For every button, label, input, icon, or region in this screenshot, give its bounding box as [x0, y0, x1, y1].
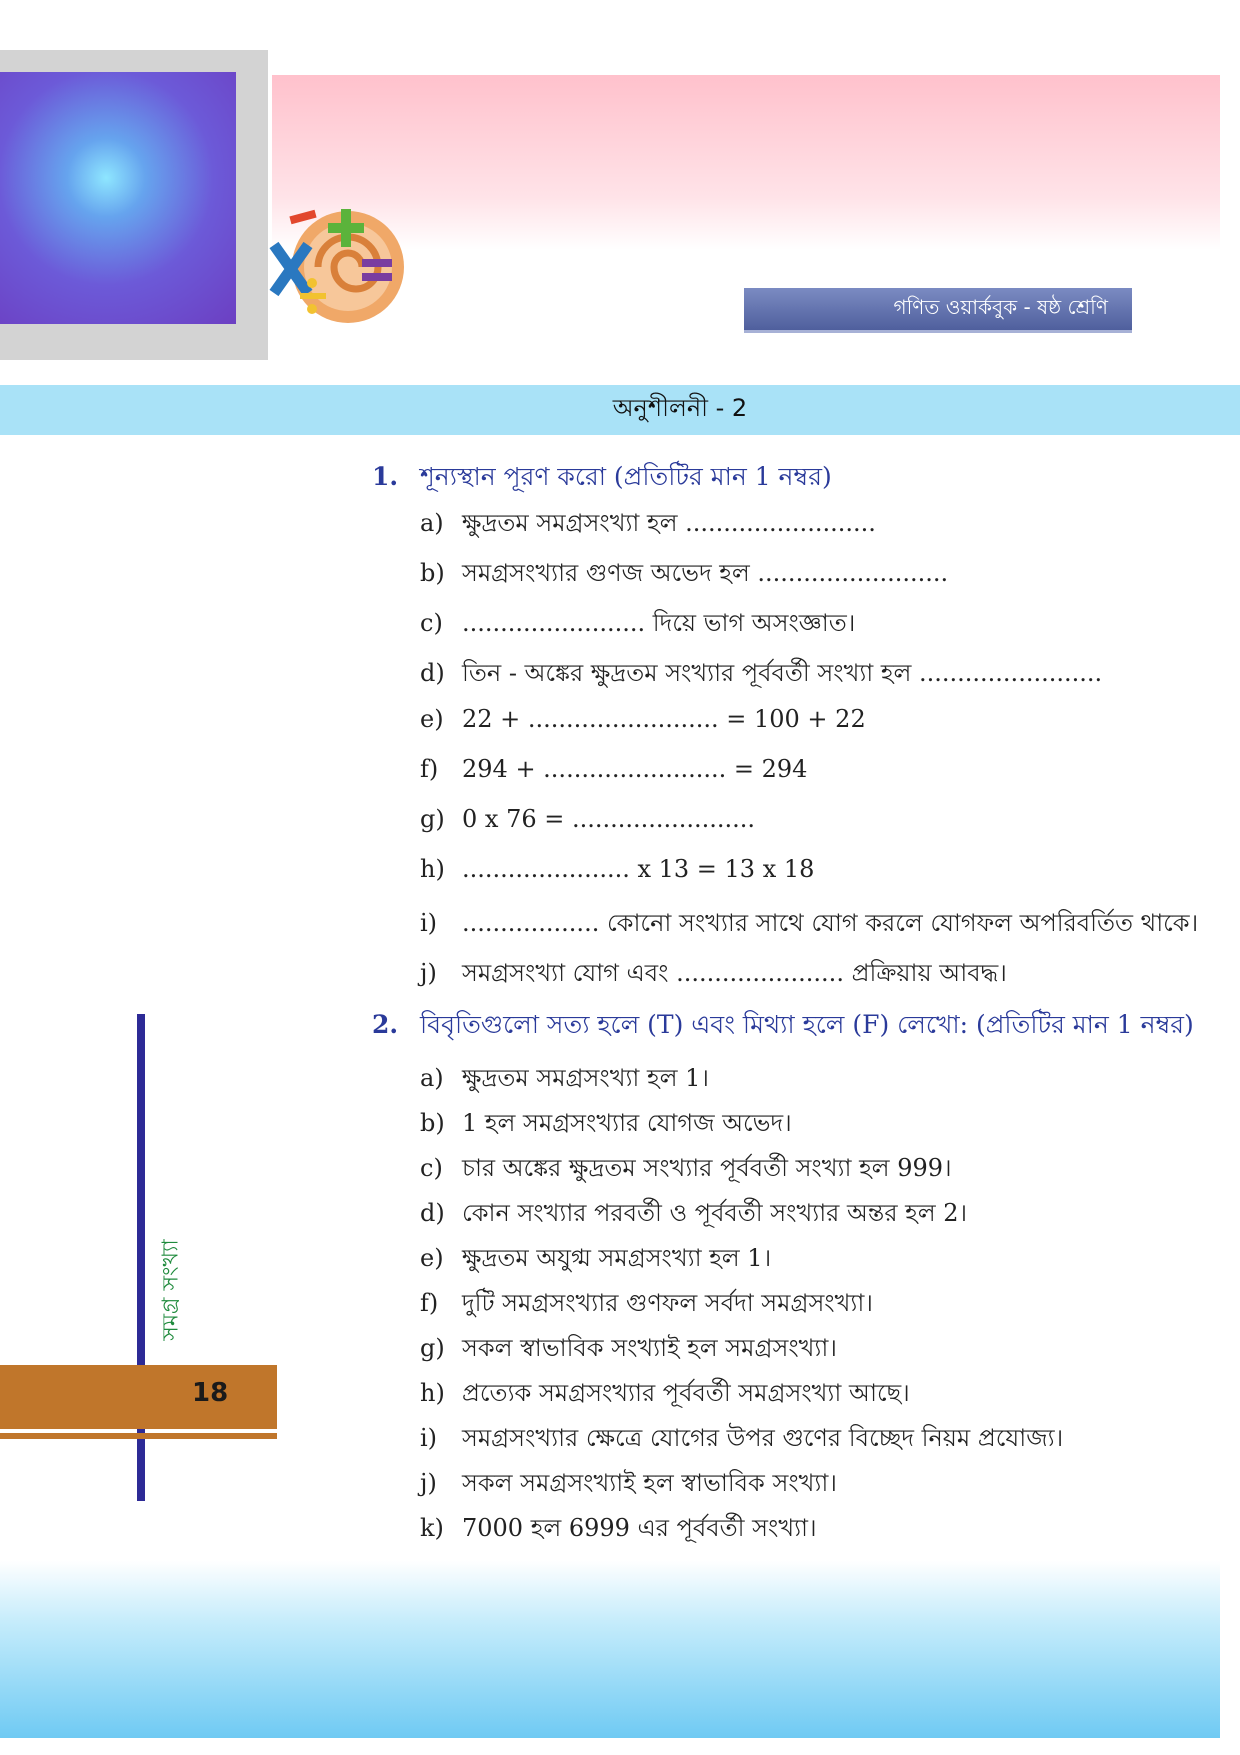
- item-text: 22 + ......................... = 100 + 22: [462, 705, 866, 733]
- item-text: 0 x 76 = ........................: [462, 805, 756, 833]
- list-item: [420, 1240, 771, 1280]
- item-label: d): [420, 1199, 445, 1227]
- item-text: .................. কোনো সংখ্যার সাথে যোগ করলে যোগফল অপরিবর্তিত থাকে।: [462, 909, 1199, 937]
- item-text: ...................... x 13 = 13 x 18: [462, 855, 815, 883]
- list-item: [420, 1375, 910, 1415]
- item-text: 294 + ........................ = 294: [462, 755, 808, 783]
- page-number-band: [0, 1365, 277, 1429]
- question-number: 2.: [372, 1010, 399, 1039]
- item-label: g): [420, 805, 445, 833]
- item-label: e): [420, 705, 444, 733]
- item-text: কোন সংখ্যার পরবর্তী ও পূর্ববর্তী সংখ্যার অন্তর হল 2।: [462, 1199, 968, 1227]
- list-item: [420, 1510, 817, 1550]
- list-item: [420, 1285, 873, 1325]
- list-item: [420, 1105, 792, 1145]
- list-item: [420, 505, 876, 545]
- item-label: e): [420, 1244, 444, 1272]
- list-item: [420, 905, 1198, 945]
- header-decor-square: [0, 72, 236, 324]
- item-label: h): [420, 1379, 445, 1407]
- chapter-label: সমগ্র সংখ্যা: [158, 1239, 184, 1341]
- list-item: [420, 1195, 967, 1235]
- item-text: 7000 হল 6999 এর পূর্ববর্তী সংখ্যা।: [462, 1514, 817, 1542]
- subject-title: গণিত ওয়ার্কবুক - ষষ্ঠ শ্রেণি: [893, 294, 1108, 319]
- list-item: [420, 755, 807, 783]
- list-item: [420, 1330, 837, 1370]
- footer-decor-gradient: [0, 1560, 1220, 1738]
- question-2-heading: [372, 1005, 1194, 1048]
- question-text: বিবৃতিগুলো সত্য হলে (T) এবং মিথ্যা হলে (F) লেখো: (প্রতিটির মান 1 নম্বর): [420, 1010, 1194, 1039]
- list-item: [420, 955, 1007, 995]
- item-text: দুটি সমগ্রসংখ্যার গুণফল সর্বদা সমগ্রসংখ্যা।: [462, 1289, 873, 1317]
- page-number: 18: [192, 1378, 229, 1408]
- item-label: b): [420, 559, 445, 587]
- item-text: ক্ষুদ্রতম সমগ্রসংখ্যা হল 1।: [462, 1064, 709, 1092]
- item-label: a): [420, 1064, 444, 1092]
- math-operators-icon: [268, 205, 416, 335]
- item-text: সমগ্রসংখ্যা যোগ এবং ...................... প্রক্রিয়ায় আবদ্ধ।: [462, 959, 1007, 987]
- list-item: [420, 855, 814, 883]
- list-item: [420, 1150, 952, 1190]
- list-item: [420, 555, 948, 595]
- item-text: তিন - অঙ্কের ক্ষুদ্রতম সংখ্যার পূর্ববর্তী সংখ্যা হল ........................: [462, 659, 1103, 687]
- item-label: h): [420, 855, 445, 883]
- item-label: f): [420, 755, 439, 783]
- item-text: ক্ষুদ্রতম অযুগ্ম সমগ্রসংখ্যা হল 1।: [462, 1244, 772, 1272]
- item-label: c): [420, 609, 443, 637]
- list-item: [420, 655, 1102, 695]
- item-label: j): [420, 959, 437, 987]
- question-text: শূন্যস্থান পূরণ করো (প্রতিটির মান 1 নম্বর): [420, 462, 832, 491]
- item-text: ........................ দিয়ে ভাগ অসংজ্ঞাত।: [462, 609, 856, 637]
- item-label: g): [420, 1334, 445, 1362]
- item-label: c): [420, 1154, 443, 1182]
- item-label: i): [420, 909, 438, 937]
- list-item: [420, 1060, 709, 1100]
- exercise-title: অনুশীলনী - 2: [612, 394, 748, 422]
- exercise-title-bar: [0, 385, 1240, 435]
- item-label: i): [420, 1424, 438, 1452]
- page-number-band-line: [0, 1433, 277, 1439]
- item-label: j): [420, 1469, 437, 1497]
- item-label: a): [420, 509, 444, 537]
- item-text: চার অঙ্কের ক্ষুদ্রতম সংখ্যার পূর্ববর্তী সংখ্যা হল 999।: [462, 1154, 952, 1182]
- item-text: সমগ্রসংখ্যার গুণজ অভেদ হল .........................: [462, 559, 949, 587]
- item-label: d): [420, 659, 445, 687]
- item-text: সকল স্বাভাবিক সংখ্যাই হল সমগ্রসংখ্যা।: [462, 1334, 837, 1362]
- list-item: [420, 705, 866, 733]
- item-text: ক্ষুদ্রতম সমগ্রসংখ্যা হল .........................: [462, 509, 876, 537]
- item-text: প্রত্যেক সমগ্রসংখ্যার পূর্ববর্তী সমগ্রসংখ্যা আছে।: [462, 1379, 910, 1407]
- question-number: 1.: [372, 462, 399, 491]
- item-label: k): [420, 1514, 444, 1542]
- list-item: [420, 805, 755, 833]
- question-1-heading: [372, 457, 832, 500]
- list-item: [420, 1465, 837, 1505]
- subject-title-tab: [744, 288, 1132, 330]
- list-item: [420, 1420, 1063, 1460]
- item-label: f): [420, 1289, 439, 1317]
- item-text: সমগ্রসংখ্যার ক্ষেত্রে যোগের উপর গুণের বিচ্ছেদ নিয়ম প্রযোজ্য।: [462, 1424, 1064, 1452]
- list-item: [420, 605, 855, 645]
- item-text: 1 হল সমগ্রসংখ্যার যোগজ অভেদ।: [462, 1109, 792, 1137]
- item-label: b): [420, 1109, 445, 1137]
- item-text: সকল সমগ্রসংখ্যাই হল স্বাভাবিক সংখ্যা।: [462, 1469, 837, 1497]
